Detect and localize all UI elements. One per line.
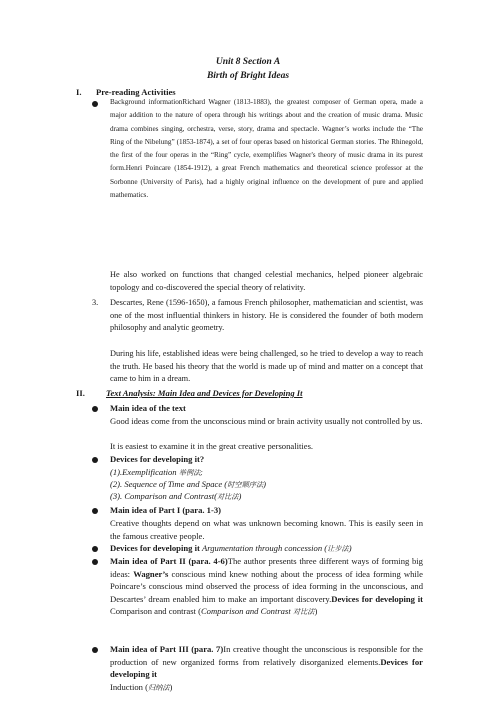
device-comparison: (3). Comparison and Contrast(对比法) (110, 491, 242, 501)
item-3-label: 3. (92, 298, 99, 307)
background-info-text: Background informationRichard Wagner (1813-1883), the greatest composer of German opera, made a major addition to the nature of opera through his writings about and the creation of music drama. Music drama combines singing, orchestra, verse, story, drama and spectacle. Wagner’s works include the “The Ring of the Nibelung” (1853-1874), a set of four operas based on historical German stories. The Rhinegold, the first of the four operas in the “Ring” cycle, exemplifies Wagner's theory of music drama in its purest form.Henri Poincare (1854-1912), a great French mathematics and theoretical science professor at the Sorbonne (University of Paris), had a highly original influence on the development of pure and applied mathematics. (110, 98, 423, 200)
section-2-number: II. (76, 388, 85, 398)
part-1-heading: Main idea of Part I (para. 1-3) (110, 505, 221, 515)
section-2-heading (76, 387, 303, 399)
section-1-number: I. (76, 87, 82, 97)
part-3-paragraph: Main idea of Part III (para. 7)In creative thought the unconscious is responsible for the production of new organized forms from relatively disorganized elements.Devices for developing it (110, 644, 423, 679)
part-3-induction: Induction (归纳法) (110, 682, 173, 692)
part-1-text: Creative thoughts depend on what was unknown becoming known. This is easily seen in the famous creative people. (110, 518, 423, 541)
main-idea-text: Good ideas come from the unconscious mind or brain activity usually not controlled by us. (110, 416, 423, 426)
bullet-icon (92, 546, 98, 552)
part-1-devices: Devices for developing it Argumentation through concession (让步法) (110, 543, 352, 553)
background-info-continuation: He also worked on functions that changed celestial mechanics, helped pioneer algebraic topology and co-discovered the special theory of relativity. (110, 270, 423, 292)
background-info-paragraph (110, 96, 423, 202)
descartes-continuation: During his life, established ideas were being challenged, so he tried to develop a way to reach the truth. He based his theory that the world is made up of mind and matter on a concept that came to him in a dream. (110, 349, 423, 384)
bullet-icon (92, 406, 98, 412)
main-idea-heading: Main idea of the text (110, 403, 186, 413)
section-2-title: Text Analysis: Main Idea and Devices for Developing It (106, 388, 303, 398)
device-exemplification: (1).Exemplification 举例法; (110, 467, 203, 477)
bullet-icon (92, 559, 98, 565)
bullet-icon (92, 457, 98, 463)
devices-heading: Devices for developing it? (110, 454, 205, 464)
bullet-icon (92, 508, 98, 514)
unit-title: Unit 8 Section A (215, 57, 281, 67)
bullet-icon (92, 647, 98, 653)
bullet-icon (92, 101, 98, 107)
part-2-paragraph: Main idea of Part II (para. 4-6)The author presents three different ways of forming big ideas: Wagner’s conscious mind knew nothing about the process of idea forming while Poincare’s conscious mind observed the process of idea forming in the unconscious, and Descartes’ dream enabled him to make an important discovery.Devices for developing it Comparison and contrast (Comparison and Contrast 对比法) (110, 556, 423, 616)
document-subtitle: Birth of Bright Ideas (206, 71, 290, 81)
descartes-paragraph: Descartes, Rene (1596-1650), a famous French philosopher, mathematician and scientist, was one of the most influential thinkers in history. He is considered the founder of both modern philosophy and analytic geometry. (110, 298, 423, 333)
device-sequence: (2). Sequence of Time and Space (时空顺序法) (110, 479, 267, 489)
section-1-title: Pre-reading Activities (96, 87, 176, 97)
main-idea-text-2: It is easiest to examine it in the great creative personalities. (110, 441, 314, 451)
